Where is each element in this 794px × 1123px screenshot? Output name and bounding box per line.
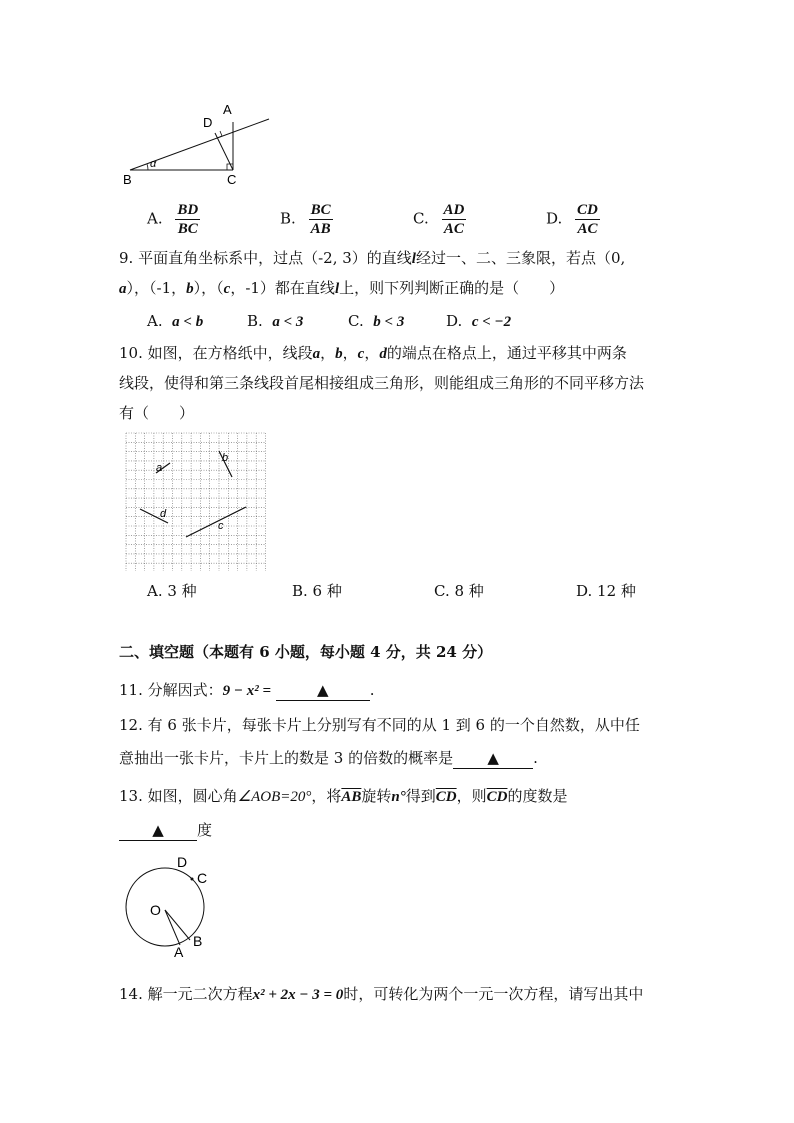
q8-option-a: A. $\frac{BD}{BC}$ — [147, 202, 199, 237]
circle-figure — [115, 852, 225, 957]
q14-line1: 14. 解一元二次方程x² + 2x − 3 = 0时，可转化为两个一元一次方程，请写出其中 — [119, 985, 644, 1003]
q13-answer-blank[interactable]: ▲ — [119, 820, 197, 841]
grid-lines — [126, 433, 266, 571]
segment-c — [186, 507, 246, 537]
q8-option-b: B. $\frac{BC}{AB}$ — [280, 202, 331, 237]
q10-option-c: C. 8 种 — [434, 582, 484, 600]
label-b: B — [193, 933, 203, 949]
q11-answer-blank[interactable]: ▲ — [276, 680, 370, 701]
q13-line1: 13. 如图，圆心角∠AOB=20°，将$\overline{AB}$旋转n°得到$\overline{CD}$，则$\overline{CD}$的度数是 — [119, 787, 568, 805]
q10-option-b: B. 6 种 — [292, 582, 342, 600]
q12-line2: 意抽出一张卡片，卡片上的数是 3 的倍数的概率是 ▲ . — [119, 749, 538, 767]
q9-option-b: B. a < 3 — [247, 312, 304, 330]
q8-option-d: D. $\frac{CD}{AC}$ — [546, 202, 598, 237]
q9-line2: a），（-1，b），（c，-1）都在直线l上，则下列判断正确的是（ ） — [119, 279, 565, 297]
label-a: A — [223, 102, 232, 117]
section-title: 二、填空题（本题有 6 小题，每小题 4 分，共 24 分） — [119, 643, 493, 661]
q11: 11. 分解因式：9 − x² = ▲ . — [119, 681, 375, 699]
q10-option-d: D. 12 种 — [576, 582, 636, 600]
grid-label-d: d — [160, 508, 167, 520]
triangle-figure — [115, 100, 275, 192]
label-c: C — [197, 870, 208, 886]
q8-option-c: C. $\frac{AD}{AC}$ — [413, 202, 465, 237]
label-alpha: α — [150, 158, 157, 170]
q9-option-d: D. c < −2 — [446, 312, 512, 330]
label-d: D — [177, 854, 188, 870]
q9-option-a: A. a < b — [147, 312, 204, 330]
q10-line1: 10. 如图，在方格纸中，线段a，b，c，d的端点在格点上，通过平移其中两条 — [119, 344, 627, 362]
radius-ob — [165, 910, 190, 940]
q10-line3: 有（ ） — [119, 404, 195, 422]
angle-arc — [147, 164, 148, 170]
radius-oa — [165, 910, 180, 945]
q13-line2: ▲ 度 — [119, 820, 212, 841]
line-dc — [215, 133, 233, 170]
grid-figure — [124, 431, 266, 571]
q9-line1: 9. 平面直角坐标系中，过点（-2, 3）的直线l经过一、二、三象限，若点（0, — [119, 249, 626, 267]
label-a: A — [174, 944, 184, 957]
q12-answer-blank[interactable]: ▲ — [453, 748, 533, 769]
q10-line2: 线段，使得和第三条线段首尾相接组成三角形，则能组成三角形的不同平移方法 — [119, 374, 645, 392]
label-o: O — [150, 902, 161, 918]
grid-label-b: b — [222, 452, 229, 464]
q10-option-a: A. 3 种 — [147, 582, 197, 600]
grid-label-c: c — [218, 520, 224, 532]
point-c — [191, 878, 194, 881]
label-d: D — [203, 115, 213, 130]
q9-option-c: C. b < 3 — [348, 312, 405, 330]
label-b: B — [123, 172, 132, 187]
label-c: C — [227, 172, 237, 187]
grid-label-a: a — [156, 462, 163, 474]
q12-line1: 12. 有 6 张卡片，每张卡片上分别写有不同的从 1 到 6 的一个自然数，从中任 — [119, 716, 640, 734]
